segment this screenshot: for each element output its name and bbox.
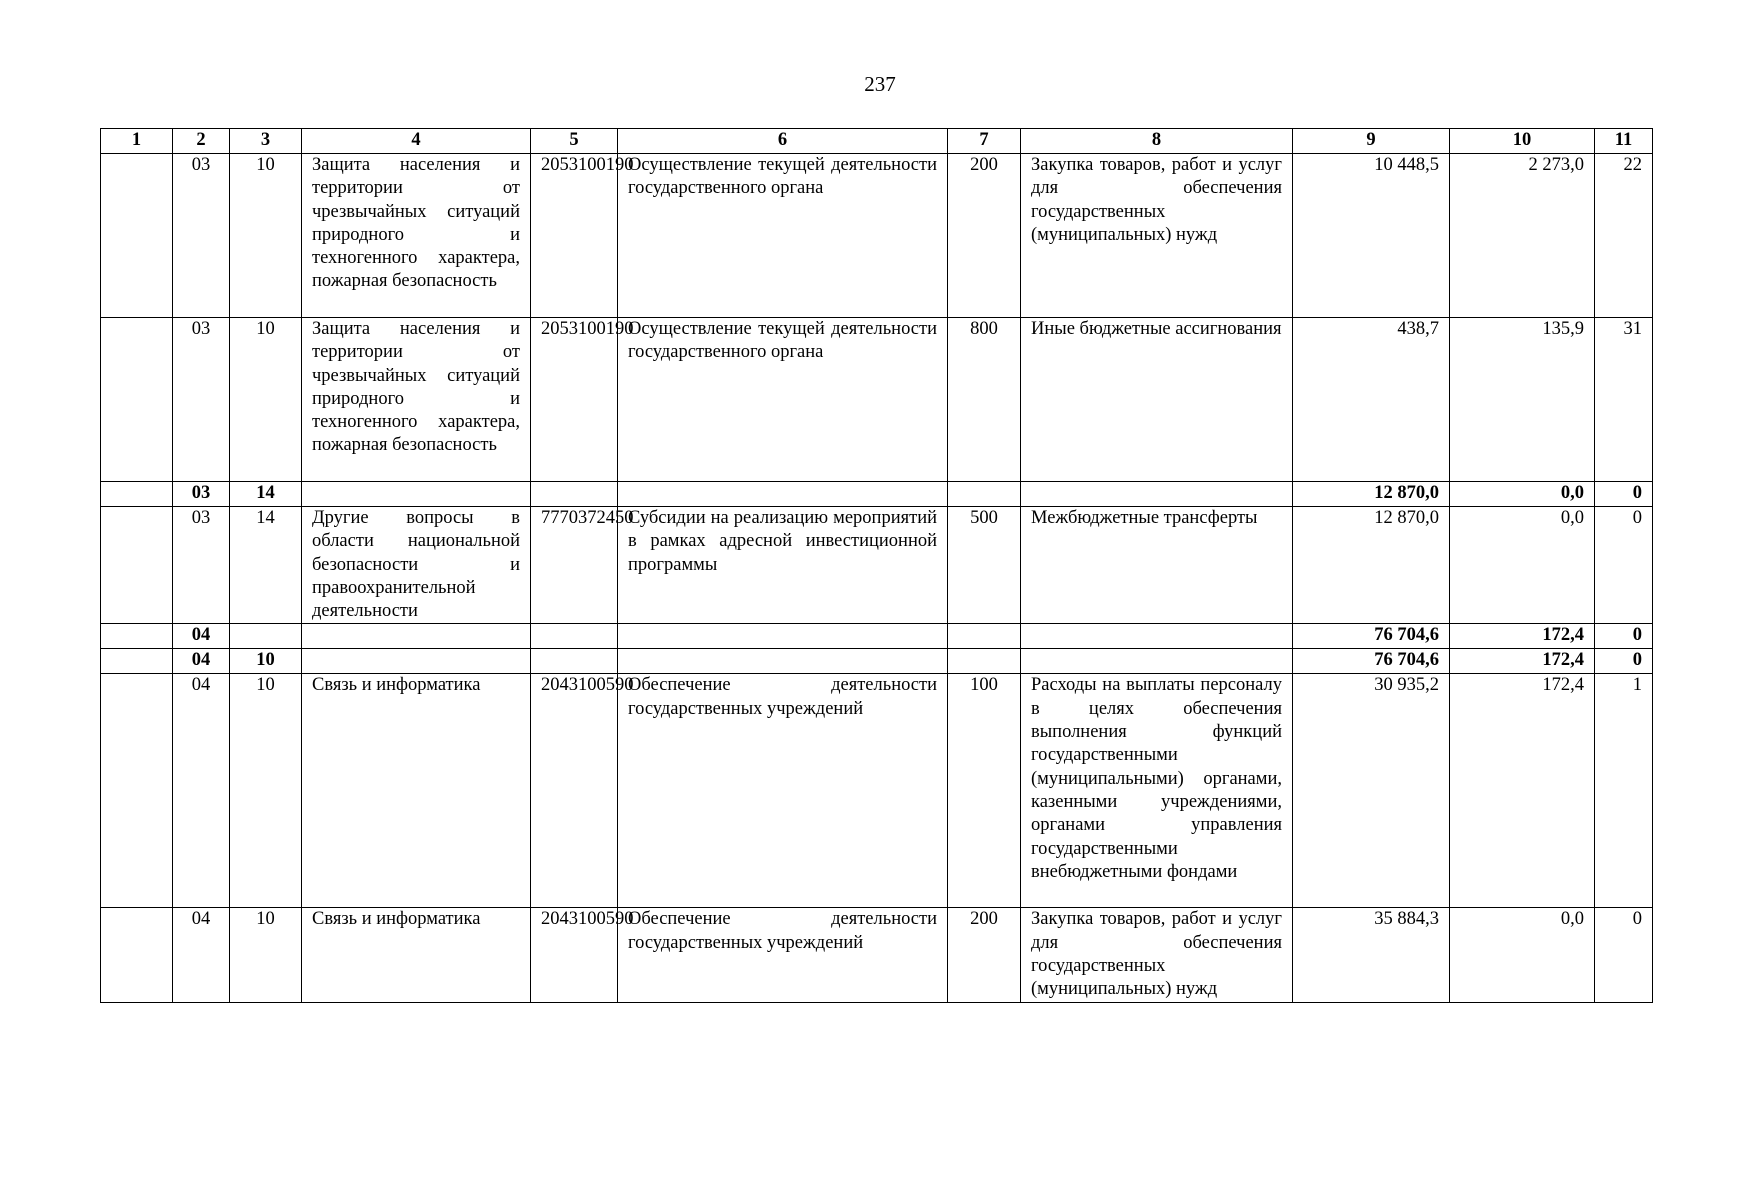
table-row [101,154,1653,318]
cell-col-1 [101,154,173,318]
cell-target-name: Осуществление текущей деятельности государственного органа [618,318,948,482]
cell-target-name: Осуществление текущей деятельности государственного органа [618,154,948,318]
cell-amount-col-10: 0,0 [1450,908,1595,1002]
budget-table [100,128,1653,1003]
cell-subsection-name: Связь и информатика [302,908,531,1002]
cell-expense-type-name [1021,624,1293,649]
cell-expense-type-name [1021,649,1293,674]
cell-col-11: 0 [1595,482,1653,507]
cell-amount-col-10: 135,9 [1450,318,1595,482]
cell-amount-col-10: 2 273,0 [1450,154,1595,318]
cell-section: 04 [173,674,230,908]
cell-target-code: 7770372450 [531,507,618,624]
cell-section: 03 [173,507,230,624]
cell-target-name [618,482,948,507]
cell-amount-col-10: 172,4 [1450,674,1595,908]
cell-col-1 [101,624,173,649]
cell-expense-type-name: Расходы на выплаты персоналу в целях обеспечения выполнения функций государственными (муниципальными) органами, казенными учреждениями, органами управления государственными внебюджетными фондами [1021,674,1293,908]
cell-expense-type-name: Иные бюджетные ассигнования [1021,318,1293,482]
cell-target-name [618,649,948,674]
cell-expense-type-name: Закупка товаров, работ и услуг для обеспечения государственных (муниципальных) нужд [1021,154,1293,318]
cell-amount-col-10: 172,4 [1450,624,1595,649]
cell-target-name: Обеспечение деятельности государственных учреждений [618,908,948,1002]
header-col-7: 7 [948,129,1021,154]
cell-amount-col-10: 172,4 [1450,649,1595,674]
cell-target-code: 2053100190 [531,154,618,318]
table-row [101,507,1653,624]
cell-target-code: 2043100590 [531,908,618,1002]
header-col-11: 11 [1595,129,1653,154]
cell-amount: 12 870,0 [1293,507,1450,624]
section-total-row [101,624,1653,649]
cell-expense-type: 800 [948,318,1021,482]
cell-target-code [531,482,618,507]
cell-amount: 35 884,3 [1293,908,1450,1002]
cell-expense-type-name [1021,482,1293,507]
cell-col-11: 0 [1595,649,1653,674]
cell-expense-type: 200 [948,154,1021,318]
cell-col-1 [101,674,173,908]
table-row [101,674,1653,908]
subtotal-row [101,482,1653,507]
cell-amount-col-10: 0,0 [1450,507,1595,624]
cell-subsection: 10 [230,674,302,908]
table-row [101,908,1653,1002]
cell-subsection [230,624,302,649]
header-col-6: 6 [618,129,948,154]
cell-target-code [531,649,618,674]
header-col-10: 10 [1450,129,1595,154]
cell-amount: 438,7 [1293,318,1450,482]
cell-col-1 [101,318,173,482]
cell-subsection-name: Защита населения и территории от чрезвычайных ситуаций природного и техногенного характера, пожарная безопасность [302,154,531,318]
cell-target-code: 2043100590 [531,674,618,908]
cell-subsection-name [302,482,531,507]
cell-subsection: 10 [230,318,302,482]
cell-expense-type-name: Межбюджетные трансферты [1021,507,1293,624]
header-col-9: 9 [1293,129,1450,154]
cell-col-11: 0 [1595,624,1653,649]
header-col-1: 1 [101,129,173,154]
cell-col-1 [101,482,173,507]
header-col-3: 3 [230,129,302,154]
cell-expense-type [948,649,1021,674]
cell-subsection: 10 [230,649,302,674]
cell-section: 03 [173,318,230,482]
cell-expense-type-name: Закупка товаров, работ и услуг для обеспечения государственных (муниципальных) нужд [1021,908,1293,1002]
cell-col-11: 31 [1595,318,1653,482]
cell-expense-type: 100 [948,674,1021,908]
cell-subsection-name [302,649,531,674]
cell-col-11: 22 [1595,154,1653,318]
cell-col-11: 1 [1595,674,1653,908]
cell-target-name: Субсидии на реализацию мероприятий в рамках адресной инвестиционной программы [618,507,948,624]
header-col-2: 2 [173,129,230,154]
cell-subsection: 10 [230,908,302,1002]
cell-amount: 12 870,0 [1293,482,1450,507]
table-row [101,318,1653,482]
cell-expense-type [948,482,1021,507]
cell-amount: 30 935,2 [1293,674,1450,908]
cell-target-code: 2053100190 [531,318,618,482]
cell-amount: 76 704,6 [1293,649,1450,674]
header-col-4: 4 [302,129,531,154]
column-number-row [101,129,1653,154]
cell-subsection-name [302,624,531,649]
cell-subsection-name: Другие вопросы в области национальной безопасности и правоохранительной деятельности [302,507,531,624]
cell-target-name [618,624,948,649]
cell-subsection: 10 [230,154,302,318]
cell-expense-type: 500 [948,507,1021,624]
header-col-5: 5 [531,129,618,154]
cell-subsection-name: Защита населения и территории от чрезвычайных ситуаций природного и техногенного характера, пожарная безопасность [302,318,531,482]
subtotal-row [101,649,1653,674]
cell-section: 04 [173,649,230,674]
cell-subsection: 14 [230,507,302,624]
page-number: 237 [864,72,896,96]
cell-expense-type [948,624,1021,649]
cell-amount: 76 704,6 [1293,624,1450,649]
cell-col-11: 0 [1595,908,1653,1002]
cell-subsection: 14 [230,482,302,507]
cell-target-code [531,624,618,649]
cell-amount-col-10: 0,0 [1450,482,1595,507]
cell-expense-type: 200 [948,908,1021,1002]
cell-col-11: 0 [1595,507,1653,624]
cell-col-1 [101,649,173,674]
cell-target-name: Обеспечение деятельности государственных учреждений [618,674,948,908]
cell-section: 03 [173,154,230,318]
cell-section: 04 [173,908,230,1002]
cell-col-1 [101,908,173,1002]
cell-section: 04 [173,624,230,649]
cell-subsection-name: Связь и информатика [302,674,531,908]
header-col-8: 8 [1021,129,1293,154]
cell-section: 03 [173,482,230,507]
cell-amount: 10 448,5 [1293,154,1450,318]
cell-col-1 [101,507,173,624]
